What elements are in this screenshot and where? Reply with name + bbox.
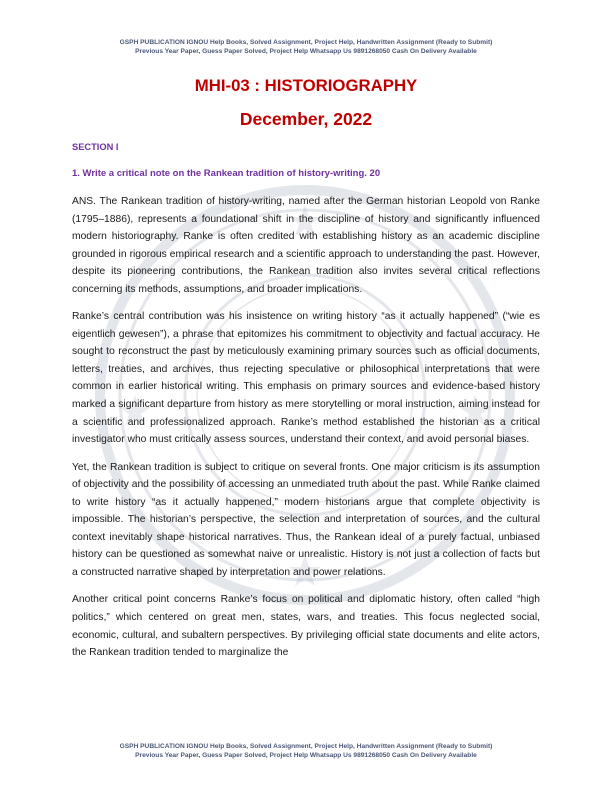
document-title: MHI-03 : HISTORIOGRAPHY bbox=[194, 76, 418, 95]
answer-body bbox=[72, 193, 540, 672]
header-line-1: GSPH PUBLICATION IGNOU Help Books, Solved Assignment, Project Help, Handwritten Assignment (Ready to Submit) bbox=[119, 39, 493, 46]
answer-paragraph: ANS. The Rankean tradition of history-writing, named after the German historian Leopold von Ranke (1795–1886), represents a foundational shift in the discipline of history and significantly influenced modern historiography. Ranke is often credited with establishing history as an academic discipline grounded in rigorous empirical research and a scientific approach to understanding the past. However, despite its pioneering contributions, the Rankean tradition also invites several critical reflections concerning its methods, assumptions, and broader implications. bbox=[72, 196, 540, 295]
answer-paragraph: Yet, the Rankean tradition is subject to critique on several fronts. One major criticism is its assumption of objectivity and the possibility of accessing an unmediated truth about the past. While Ranke claimed to write history “as it actually happened,” modern historians argue that complete objectivity is impossible. The historian’s perspective, the selection and interpretation of sources, and the cultural context inevitably shape historical narratives. Thus, the Rankean ideal of a purely factual, unbiased history can be questioned as somewhat naive or unrealistic. History is not just a collection of facts but a constructed narrative shaped by interpretation and power relations. bbox=[72, 461, 540, 578]
page-footer bbox=[0, 742, 612, 761]
footer-line-2: Previous Year Paper, Guess Paper Solved, Project Help Whatsapp Us 9891268050 Cash On Delivery Available bbox=[135, 752, 477, 760]
document-subtitle: December, 2022 bbox=[239, 109, 373, 129]
answer-paragraph: Another critical point concerns Ranke’s focus on political and diplomatic history, often called “high politics,” which centered on great men, states, wars, and treaties. This focus neglected social, economic, cultural, and subaltern perspectives. By privileging official state documents and elite actors, the Rankean tradition tended to marginalize the bbox=[72, 594, 540, 659]
header-line-2: Previous Year Paper, Guess Paper Solved, Project Help Whatsapp Us 9891268050 Cash On Delivery Available bbox=[135, 48, 477, 56]
question-heading: 1. Write a critical note on the Rankean tradition of history-writing. 20 bbox=[72, 168, 381, 179]
answer-paragraph: Ranke’s central contribution was his insistence on writing history “as it actually happened” (“wie es eigentlich gewesen”), a phrase that epitomizes his commitment to objectivity and factual accuracy. He sought to reconstruct the past by meticulously examining primary sources such as official documents, letters, treaties, and archives, thus rejecting speculative or philosophical interpretations that were common in earlier historical writing. This emphasis on primary sources and evidence-based history marked a significant departure from history as mere storytelling or moral instruction, aiming instead for a scientific and professionalized approach. Ranke’s method established the historian as a critical investigator who must critically assess sources, understand their context, and avoid personal biases. bbox=[72, 311, 540, 446]
page-header bbox=[0, 38, 612, 57]
footer-line-1: GSPH PUBLICATION IGNOU Help Books, Solved Assignment, Project Help, Handwritten Assignment (Ready to Submit) bbox=[119, 743, 493, 750]
section-heading: SECTION I bbox=[72, 142, 119, 152]
